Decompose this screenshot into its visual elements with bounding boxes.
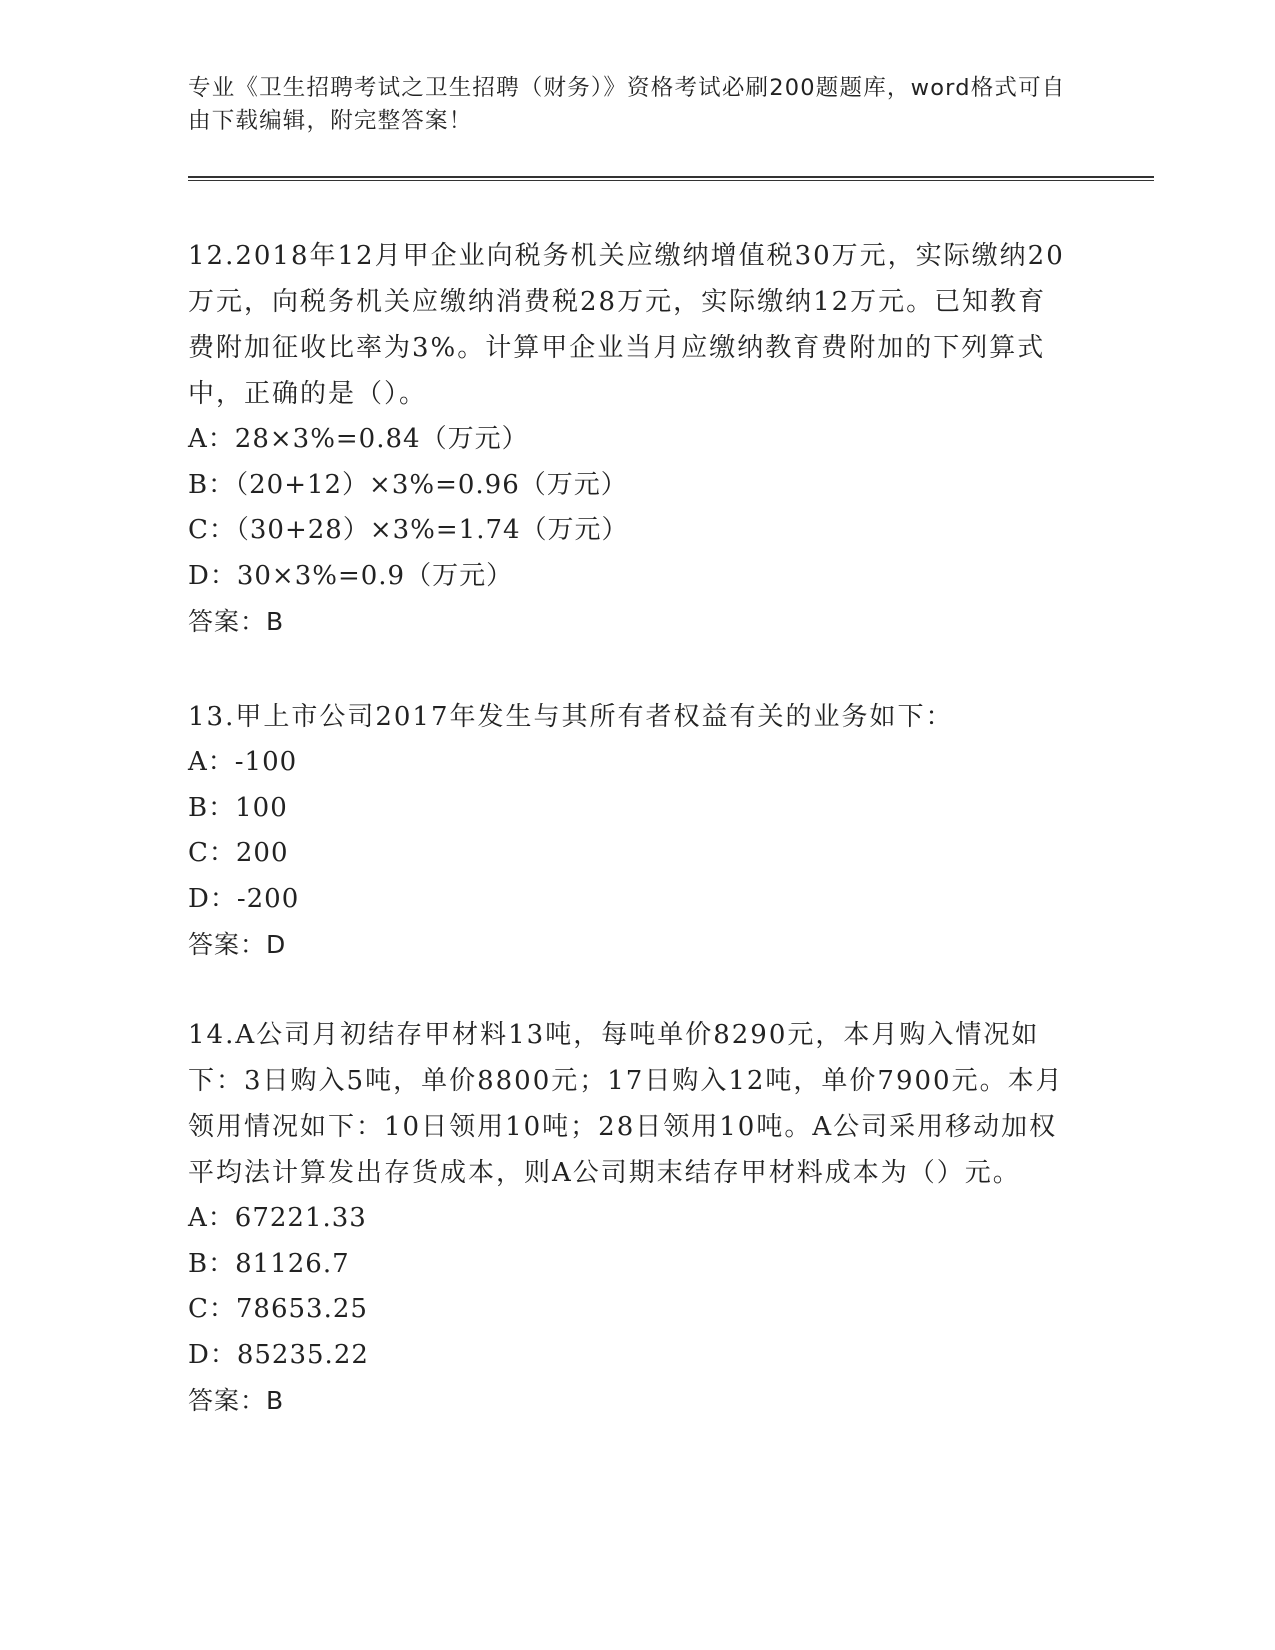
question-stem: 14.A公司月初结存甲材料13吨，每吨单价8290元，本月购入情况如下：3日购入5吨，单价8800元；17日购入12吨，单价7900元。本月领用情况如下：10日领用10吨；28日领用10吨。A公司采用移动加权平均法计算发出存货成本，则A公司期末结存甲材料成本为（）元。 bbox=[188, 1020, 1064, 1188]
option-b: B：81126.7 bbox=[188, 1248, 350, 1279]
question-stem: 13.甲上市公司2017年发生与其所有者权益有关的业务如下： bbox=[188, 702, 954, 732]
answer-line: 答案：B bbox=[188, 607, 285, 636]
option-c: C：200 bbox=[188, 838, 289, 868]
option-c: C：78653.25 bbox=[188, 1294, 368, 1324]
option-d: D：85235.22 bbox=[188, 1339, 369, 1370]
answer-line: 答案：B bbox=[188, 1386, 285, 1415]
question-14 bbox=[188, 1012, 1068, 1424]
option-c: C：（30+28）×3%=1.74（万元） bbox=[188, 515, 629, 545]
option-d: D：30×3%=0.9（万元） bbox=[188, 560, 514, 591]
option-a: A：67221.33 bbox=[188, 1203, 367, 1233]
question-stem: 12.2018年12月甲企业向税务机关应缴纳增值税30万元，实际缴纳20万元，向税务机关应缴纳消费税28万元，实际缴纳12万元。已知教育费附加征收比率为3%。计算甲企业当月应缴纳教育费附加的下列算式中，正确的是（）。 bbox=[188, 241, 1065, 409]
option-d: D：-200 bbox=[188, 883, 300, 914]
option-b: B：100 bbox=[188, 792, 288, 823]
option-a: A：28×3%=0.84（万元） bbox=[188, 424, 529, 454]
option-b: B：（20+12）×3%=0.96（万元） bbox=[188, 469, 628, 500]
option-a: A：-100 bbox=[188, 747, 298, 777]
answer-line: 答案：D bbox=[188, 930, 287, 959]
header-divider bbox=[188, 176, 1154, 181]
question-13 bbox=[188, 694, 1068, 968]
question-12 bbox=[188, 233, 1068, 645]
document-header-text: 专业《卫生招聘考试之卫生招聘（财务）》资格考试必刷200题题库，word格式可自由下载编辑，附完整答案！ bbox=[188, 75, 1066, 134]
